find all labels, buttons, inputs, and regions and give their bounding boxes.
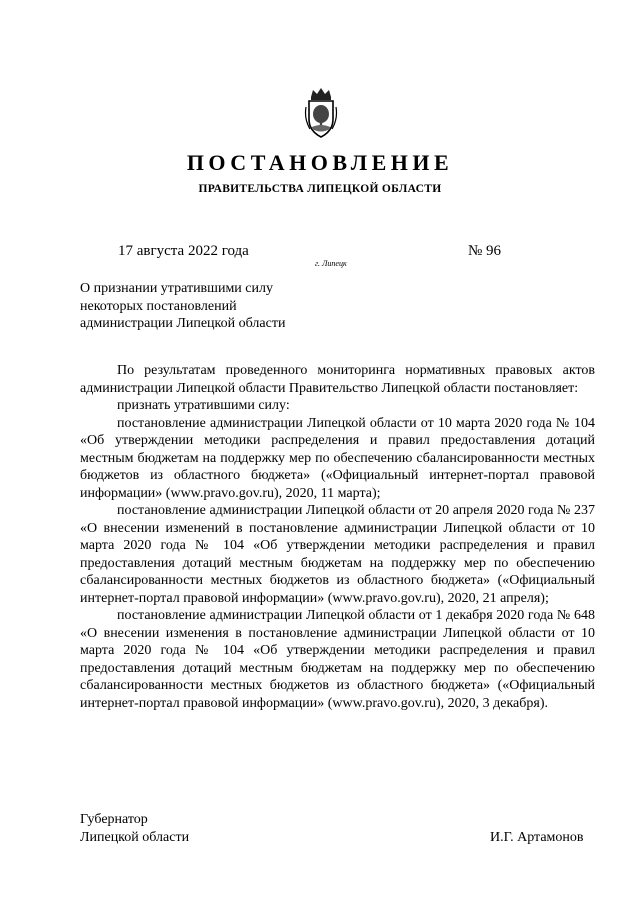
signatory-name: И.Г. Артамонов bbox=[490, 830, 584, 845]
coat-of-arms-icon bbox=[303, 87, 339, 139]
body-paragraph: постановление администрации Липецкой области от 10 марта 2020 года № 104 «Об утверждении методики распределения и правил предоставления дотаций местным бюджетам на поддержку мер по обеспечению сбалансированности местных бюджетов из областного бюджета» («Официальный интернет-портал правовой информации» (www.pravo.gov.ru), 2020, 11 марта); bbox=[80, 415, 595, 501]
body-paragraph: постановление администрации Липецкой области от 1 декабря 2020 года № 648 «О внесении изменения в постановление администрации Липецкой области от 10 марта 2020 года № 104 «Об утверждении методики распределения и правил предоставления дотаций местным бюджетам на поддержку мер по обеспечению сбалансированности местных бюджетов из областного бюджета» («Официальный интернет-портал правовой информации» (www.pravo.gov.ru), 2020, 3 декабря). bbox=[80, 608, 595, 711]
body-paragraph: По результатам проведенного мониторинга нормативных правовых актов администрации Липецкой области Правительство Липецкой области постановляет: bbox=[80, 363, 595, 396]
document-title: ПОСТАНОВЛЕНИЕ bbox=[186, 150, 454, 175]
subject-line: О признании утратившими силу bbox=[80, 281, 273, 296]
signatory-position bbox=[80, 811, 189, 846]
body-paragraph: признать утратившими силу: bbox=[117, 398, 290, 413]
document-body bbox=[80, 362, 595, 712]
signatory-region: Липецкой области bbox=[80, 829, 190, 845]
subject-line: администрации Липецкой области bbox=[80, 316, 286, 331]
document-date: 17 августа 2022 года bbox=[118, 243, 249, 259]
document-number: № 96 bbox=[468, 243, 502, 259]
body-paragraph: постановление администрации Липецкой области от 20 апреля 2020 года № 237 «О внесении изменений в постановление администрации Липецкой области от 10 марта 2020 года № 104 «Об утверждении методики распределения и правил предоставления дотаций местным бюджетам на поддержку мер по обеспечению сбалансированности местных бюджетов из областного бюджета» («Официальный интернет-портал правовой информации» (www.pravo.gov.ru), 2020, 21 апреля); bbox=[80, 503, 595, 606]
signatory-title: Губернатор bbox=[80, 812, 148, 827]
document-subject bbox=[80, 280, 340, 333]
document-city: г. Липецк bbox=[315, 259, 347, 268]
subject-line: некоторых постановлений bbox=[80, 298, 237, 314]
document-subtitle: ПРАВИТЕЛЬСТВА ЛИПЕЦКОЙ ОБЛАСТИ bbox=[198, 183, 442, 195]
